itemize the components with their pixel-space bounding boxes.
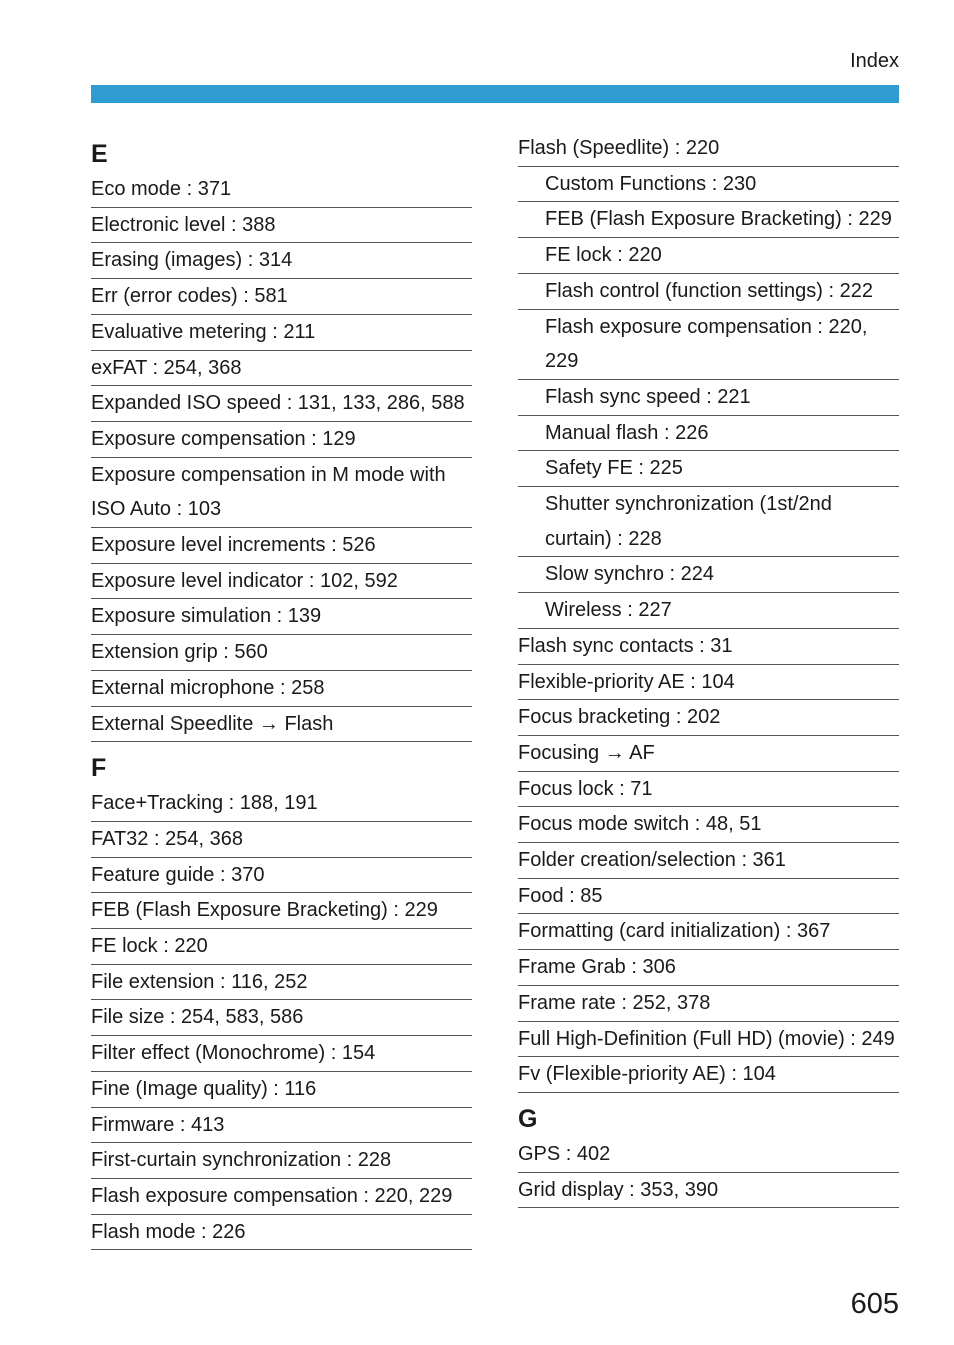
index-entry: External Speedlite → Flash	[91, 707, 472, 743]
index-subentry: Custom Functions : 230	[518, 167, 899, 203]
index-entry: FE lock : 220	[91, 929, 472, 965]
index-entry: Flash sync contacts : 31	[518, 629, 899, 665]
index-entry: Food : 85	[518, 879, 899, 915]
index-subentry: FEB (Flash Exposure Bracketing) : 229	[518, 202, 899, 238]
index-subentry: Flash sync speed : 221	[518, 380, 899, 416]
section-letter: G	[518, 1104, 538, 1133]
index-entry: exFAT : 254, 368	[91, 351, 472, 387]
index-entry: Folder creation/selection : 361	[518, 843, 899, 879]
index-entry: Formatting (card initialization) : 367	[518, 914, 899, 950]
running-header: Index	[850, 50, 899, 72]
index-entry: External microphone : 258	[91, 671, 472, 707]
index-subentry: Wireless : 227	[518, 593, 899, 629]
section-letter: E	[91, 140, 108, 168]
index-subentry: Flash control (function settings) : 222	[518, 274, 899, 310]
index-entry: Exposure simulation : 139	[91, 599, 472, 635]
index-subentry: Safety FE : 225	[518, 451, 899, 487]
index-entry: Focusing → AF	[518, 736, 899, 772]
index-subentry: Manual flash : 226	[518, 416, 899, 452]
index-entry: Fine (Image quality) : 116	[91, 1072, 472, 1108]
index-subentry: Flash exposure compensation : 220, 229	[518, 310, 899, 380]
index-entry: Focus lock : 71	[518, 772, 899, 808]
index-entry: Full High-Definition (Full HD) (movie) : 249	[518, 1022, 899, 1058]
index-entry: Filter effect (Monochrome) : 154	[91, 1036, 472, 1072]
index-entry: Extension grip : 560	[91, 635, 472, 671]
index-entry: Frame Grab : 306	[518, 950, 899, 986]
index-entry: Expanded ISO speed : 131, 133, 286, 588	[91, 386, 472, 422]
index-entry: Fv (Flexible-priority AE) : 104	[518, 1057, 899, 1093]
index-subentry: FE lock : 220	[518, 238, 899, 274]
index-entry: First-curtain synchronization : 228	[91, 1143, 472, 1179]
index-column-right	[518, 131, 899, 1208]
index-entry: FAT32 : 254, 368	[91, 822, 472, 858]
index-entry: Firmware : 413	[91, 1108, 472, 1144]
index-entry: GPS : 402	[518, 1137, 899, 1173]
index-entry: Exposure level indicator : 102, 592	[91, 564, 472, 600]
index-column-left	[91, 136, 472, 1250]
index-entry: Evaluative metering : 211	[91, 315, 472, 351]
index-entry: Err (error codes) : 581	[91, 279, 472, 315]
index-subentry: Shutter synchronization (1st/2nd curtain) : 228	[518, 487, 899, 557]
index-entry: Flash exposure compensation : 220, 229	[91, 1179, 472, 1215]
index-entry: Erasing (images) : 314	[91, 243, 472, 279]
index-entry: File extension : 116, 252	[91, 965, 472, 1001]
index-entry: Flexible-priority AE : 104	[518, 665, 899, 701]
index-entry: Exposure level increments : 526	[91, 528, 472, 564]
page-number: 605	[850, 1288, 899, 1320]
index-entry: FEB (Flash Exposure Bracketing) : 229	[91, 893, 472, 929]
index-entry: Exposure compensation in M mode with ISO Auto : 103	[91, 458, 472, 528]
index-entry: Exposure compensation : 129	[91, 422, 472, 458]
index-entry: Electronic level : 388	[91, 208, 472, 244]
index-entry: Flash (Speedlite) : 220	[518, 131, 899, 167]
index-entry: Feature guide : 370	[91, 858, 472, 894]
header-accent-bar	[91, 85, 899, 103]
index-entry: Focus mode switch : 48, 51	[518, 807, 899, 843]
index-entry: Grid display : 353, 390	[518, 1173, 899, 1209]
index-subentry: Slow synchro : 224	[518, 557, 899, 593]
index-entry: Eco mode : 371	[91, 172, 472, 208]
index-entry: Face+Tracking : 188, 191	[91, 786, 472, 822]
index-entry: File size : 254, 583, 586	[91, 1000, 472, 1036]
index-entry: Frame rate : 252, 378	[518, 986, 899, 1022]
index-entry: Focus bracketing : 202	[518, 700, 899, 736]
index-entry: Flash mode : 226	[91, 1215, 472, 1251]
section-letter: F	[91, 754, 107, 783]
